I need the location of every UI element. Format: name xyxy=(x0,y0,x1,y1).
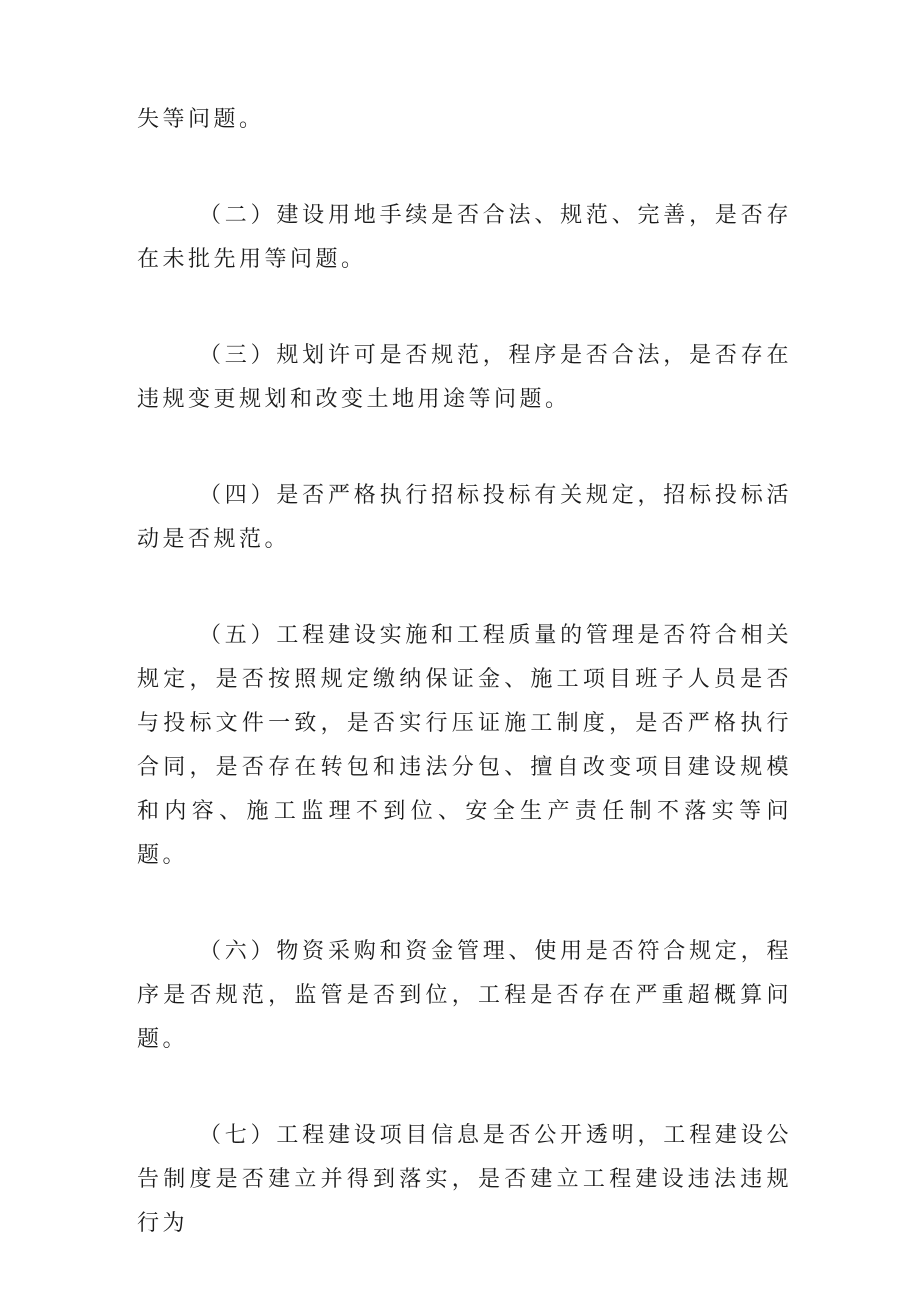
paragraph-item-5: （五）工程建设实施和工程质量的管理是否符合相关规定，是否按照规定缴纳保证金、施工项目班子人员是否与投标文件一致，是否实行压证施工制度，是否严格执行合同，是否存在转包和违法分包、擅自改变项目建设规模和内容、施工监理不到位、安全生产责任制不落实等问题。 xyxy=(137,623,792,868)
paragraph-continuation: 失等问题。 xyxy=(137,107,265,132)
paragraph-item-4: （四）是否严格执行招标投标有关规定，招标投标活动是否规范。 xyxy=(137,483,792,552)
paragraph-item-6: （六）物资采购和资金管理、使用是否符合规定，程序是否规范，监管是否到位，工程是否存在严重超概算问题。 xyxy=(137,939,792,1052)
paragraph-item-3: （三）规划许可是否规范，程序是否合法，是否存在违规变更规划和改变土地用途等问题。 xyxy=(137,343,792,412)
paragraph-item-7: （七）工程建设项目信息是否公开透明，工程建设公告制度是否建立并得到落实，是否建立工程建设违法违规行为 xyxy=(137,1123,792,1236)
paragraph-item-2: （二）建设用地手续是否合法、规范、完善，是否存在未批先用等问题。 xyxy=(137,203,792,272)
document-body xyxy=(137,98,792,1246)
